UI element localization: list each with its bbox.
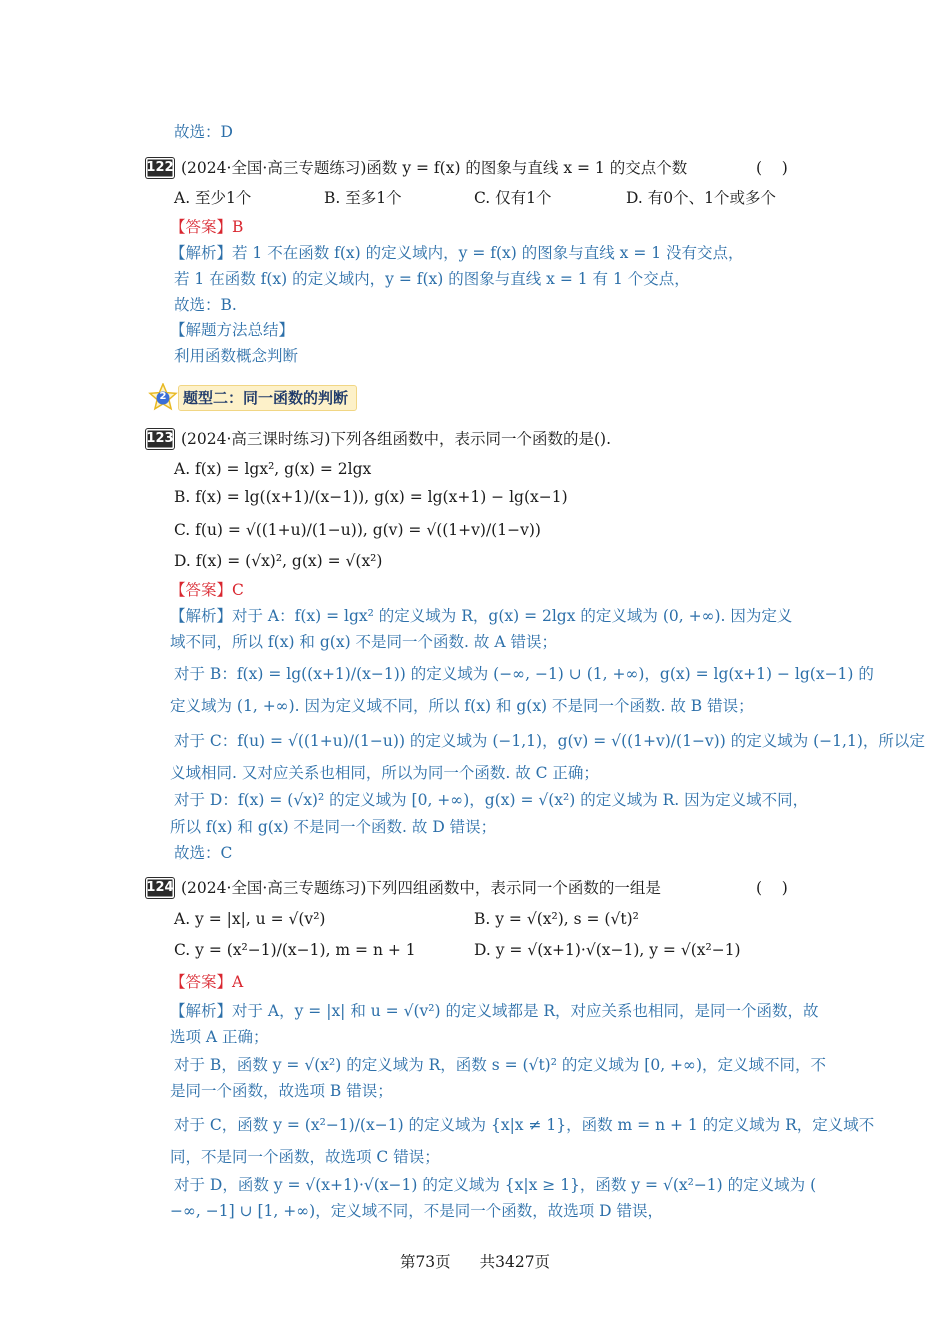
answer-label: 【答案】B <box>170 218 244 236</box>
page-number: 第73页 <box>399 1253 451 1271</box>
question-stem: (2024·全国·高三专题练习)函数 y = f(x) 的图象与直线 x = 1 的交点个数 <box>181 159 688 177</box>
analysis-line: 所以 f(x) 和 g(x) 不是同一个函数. 故 D 错误； <box>170 818 497 836</box>
analysis-line: 若 1 在函数 f(x) 的定义域内，y = f(x) 的图象与直线 x = 1 有 1 个交点， <box>174 270 690 288</box>
analysis-line: 故选：B. <box>174 296 237 314</box>
question-stem: (2024·高三课时练习)下列各组函数中，表示同一个函数的是(). <box>181 430 611 448</box>
question-number-badge: 123 <box>146 429 174 449</box>
analysis-line: 域不同，所以 f(x) 和 g(x) 不是同一个函数. 故 A 错误； <box>170 633 557 651</box>
option-d: D. y = √(x+1)·√(x−1), y = √(x²−1) <box>474 941 741 959</box>
question-number-badge: 122 <box>146 158 174 178</box>
option-b: B. f(x) = lg((x+1)/(x−1)), g(x) = lg(x+1) − lg(x−1) <box>174 488 568 506</box>
option-a: A. y = |x|, u = √(v²) <box>174 910 326 928</box>
option-c: C. 仅有1个 <box>474 189 552 207</box>
option-b: B. y = √(x²), s = (√t)² <box>474 910 639 928</box>
analysis-line: 对于 D，函数 y = √(x+1)·√(x−1) 的定义域为 {x|x ≥ 1}，函数 y = √(x²−1) 的定义域为 ( <box>174 1176 817 1194</box>
analysis-line: 选项 A 正确； <box>170 1028 269 1046</box>
analysis-line: 【解析】若 1 不在函数 f(x) 的定义域内，y = f(x) 的图象与直线 x = 1 没有交点， <box>170 244 744 262</box>
analysis-line: 对于 C：f(u) = √((1+u)/(1−u)) 的定义域为 (−1,1)，g(v) = √((1+v)/(1−v)) 的定义域为 (−1,1)，所以定 <box>174 732 925 750</box>
option-d: D. f(x) = (√x)², g(x) = √(x²) <box>174 552 383 570</box>
analysis-line: 对于 B：f(x) = lg((x+1)/(x−1)) 的定义域为 (−∞, −1) ∪ (1, +∞)，g(x) = lg(x+1) − lg(x−1) 的 <box>174 665 874 683</box>
analysis-line: −∞, −1] ∪ [1, +∞)，定义域不同，不是同一个函数，故选项 D 错误， <box>170 1202 663 1220</box>
analysis-line: 【解析】对于 A，y = |x| 和 u = √(v²) 的定义域都是 R，对应关系也相同，是同一个函数，故 <box>170 1002 819 1020</box>
option-d: D. 有0个、1个或多个 <box>626 189 776 207</box>
option-a: A. f(x) = lgx², g(x) = 2lgx <box>174 460 372 478</box>
analysis-line: 对于 D：f(x) = (√x)² 的定义域为 [0, +∞)，g(x) = √(x²) 的定义域为 R. 因为定义域不同， <box>174 791 809 809</box>
option-b: B. 至多1个 <box>324 189 402 207</box>
option-a: A. 至少1个 <box>174 189 252 207</box>
page-footer <box>0 1252 950 1272</box>
analysis-line: 义域相同. 又对应关系也相同，所以为同一个函数. 故 C 正确； <box>170 764 599 782</box>
analysis-line: 对于 B，函数 y = √(x²) 的定义域为 R，函数 s = (√t)² 的定义域为 [0, +∞)，定义域不同，不 <box>174 1056 826 1074</box>
option-c: C. f(u) = √((1+u)/(1−u)), g(v) = √((1+v)/(1−v)) <box>174 521 541 539</box>
section-number: 2 <box>159 391 167 402</box>
question-number-badge: 124 <box>146 878 174 898</box>
analysis-line: 同，不是同一个函数，故选项 C 错误； <box>170 1148 440 1166</box>
option-c: C. y = (x²−1)/(x−1), m = n + 1 <box>174 941 416 959</box>
total-pages: 共3427页 <box>479 1253 551 1271</box>
section-title: 题型二：同一函数的判断 <box>178 385 357 411</box>
analysis-line: 是同一个函数，故选项 B 错误； <box>170 1082 393 1100</box>
answer-label: 【答案】A <box>170 973 244 991</box>
method-summary-heading: 【解题方法总结】 <box>170 321 295 339</box>
analysis-line: 对于 C，函数 y = (x²−1)/(x−1) 的定义域为 {x|x ≠ 1}，函数 m = n + 1 的定义域为 R，定义域不 <box>174 1116 875 1134</box>
answer-parentheses: ( ) <box>756 159 788 177</box>
previous-conclusion: 故选：D <box>174 123 233 141</box>
analysis-line: 【解析】对于 A：f(x) = lgx² 的定义域为 R，g(x) = 2lgx 的定义域为 (0, +∞). 因为定义 <box>170 607 793 625</box>
method-summary-text: 利用函数概念判断 <box>174 347 299 365</box>
question-stem: (2024·全国·高三专题练习)下列四组函数中，表示同一个函数的一组是 <box>181 879 661 897</box>
analysis-line: 定义域为 (1, +∞). 因为定义域不同，所以 f(x) 和 g(x) 不是同一个函数. 故 B 错误； <box>170 697 754 715</box>
answer-label: 【答案】C <box>170 581 244 599</box>
analysis-line: 故选：C <box>174 844 233 862</box>
answer-parentheses: ( ) <box>756 879 788 897</box>
